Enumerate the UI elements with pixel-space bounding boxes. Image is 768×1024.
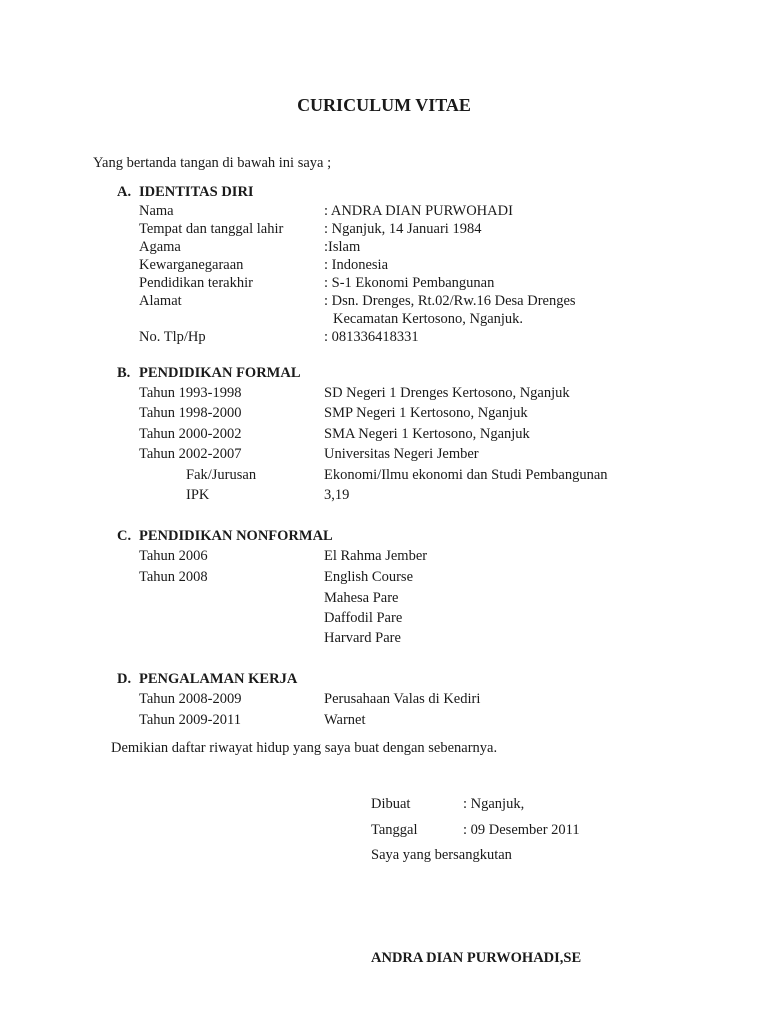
row-value: English Course [324,569,414,585]
row-label: Tahun 2002-2007 [139,446,242,462]
dibuat-label: Dibuat [371,796,411,812]
field-value-telepon: : 081336418331 [324,329,419,345]
row-label: IPK [186,487,210,503]
row-value: SMP Negeri 1 Kertosono, Nganjuk [324,405,528,421]
field-value-nama: : ANDRA DIAN PURWOHADI [324,203,513,219]
field-label-pendidikan: Pendidikan terakhir [139,275,253,291]
row-label: Fak/Jurusan [186,467,257,483]
field-label-kewarganegaraan: Kewarganegaraan [139,257,244,273]
section-heading: B. PENDIDIKAN FORMAL [117,365,301,381]
dibuat-value: : Nganjuk, [463,796,525,812]
field-value-agama: :Islam [324,239,361,255]
field-value-alamat: : Dsn. Drenges, Rt.02/Rw.16 Desa Drenges [324,293,576,309]
row-value: SMA Negeri 1 Kertosono, Nganjuk [324,426,530,442]
field-label-telepon: No. Tlp/Hp [139,329,206,345]
field-value-ttl: : Nganjuk, 14 Januari 1984 [324,221,482,237]
field-label-alamat: Alamat [139,293,182,309]
row-value: Perusahaan Valas di Kediri [324,691,481,707]
field-label-nama: Nama [139,203,174,219]
row-label: Tahun 2000-2002 [139,426,242,442]
closing-statement: Demikian daftar riwayat hidup yang saya buat dengan sebenarnya. [111,740,498,756]
row-label: Tahun 1993-1998 [139,385,242,401]
row-label: Tahun 2009-2011 [139,712,241,728]
row-value: Warnet [324,712,366,728]
row-value: Mahesa Pare [324,590,399,606]
section-heading: D. PENGALAMAN KERJA [117,671,298,687]
field-value-pendidikan: : S-1 Ekonomi Pembangunan [324,275,495,291]
tanggal-value: : 09 Desember 2011 [463,822,580,838]
field-label-ttl: Tempat dan tanggal lahir [139,221,284,237]
row-value: Universitas Negeri Jember [324,446,479,462]
row-value: Daffodil Pare [324,610,403,626]
row-value: 3,19 [324,487,350,503]
row-value: Harvard Pare [324,630,401,646]
row-label: Tahun 2008 [139,569,208,585]
intro-text: Yang bertanda tangan di bawah ini saya ; [93,155,332,171]
row-value: El Rahma Jember [324,548,428,564]
row-value: Ekonomi/Ilmu ekonomi dan Studi Pembangunan [324,467,608,483]
field-label-agama: Agama [139,239,181,255]
field-value-kewarganegaraan: : Indonesia [324,257,389,273]
signature-statement: Saya yang bersangkutan [371,847,512,863]
field-value-alamat-line2: Kecamatan Kertosono, Nganjuk. [333,311,524,327]
section-heading: A. IDENTITAS DIRI [117,184,254,200]
document-title: CURICULUM VITAE [297,95,471,115]
row-label: Tahun 1998-2000 [139,405,242,421]
section-heading: C. PENDIDIKAN NONFORMAL [117,528,333,544]
signatory-name: ANDRA DIAN PURWOHADI,SE [371,950,582,966]
row-label: Tahun 2006 [139,548,208,564]
tanggal-label: Tanggal [371,822,418,838]
row-value: SD Negeri 1 Drenges Kertosono, Nganjuk [324,385,570,401]
row-label: Tahun 2008-2009 [139,691,242,707]
